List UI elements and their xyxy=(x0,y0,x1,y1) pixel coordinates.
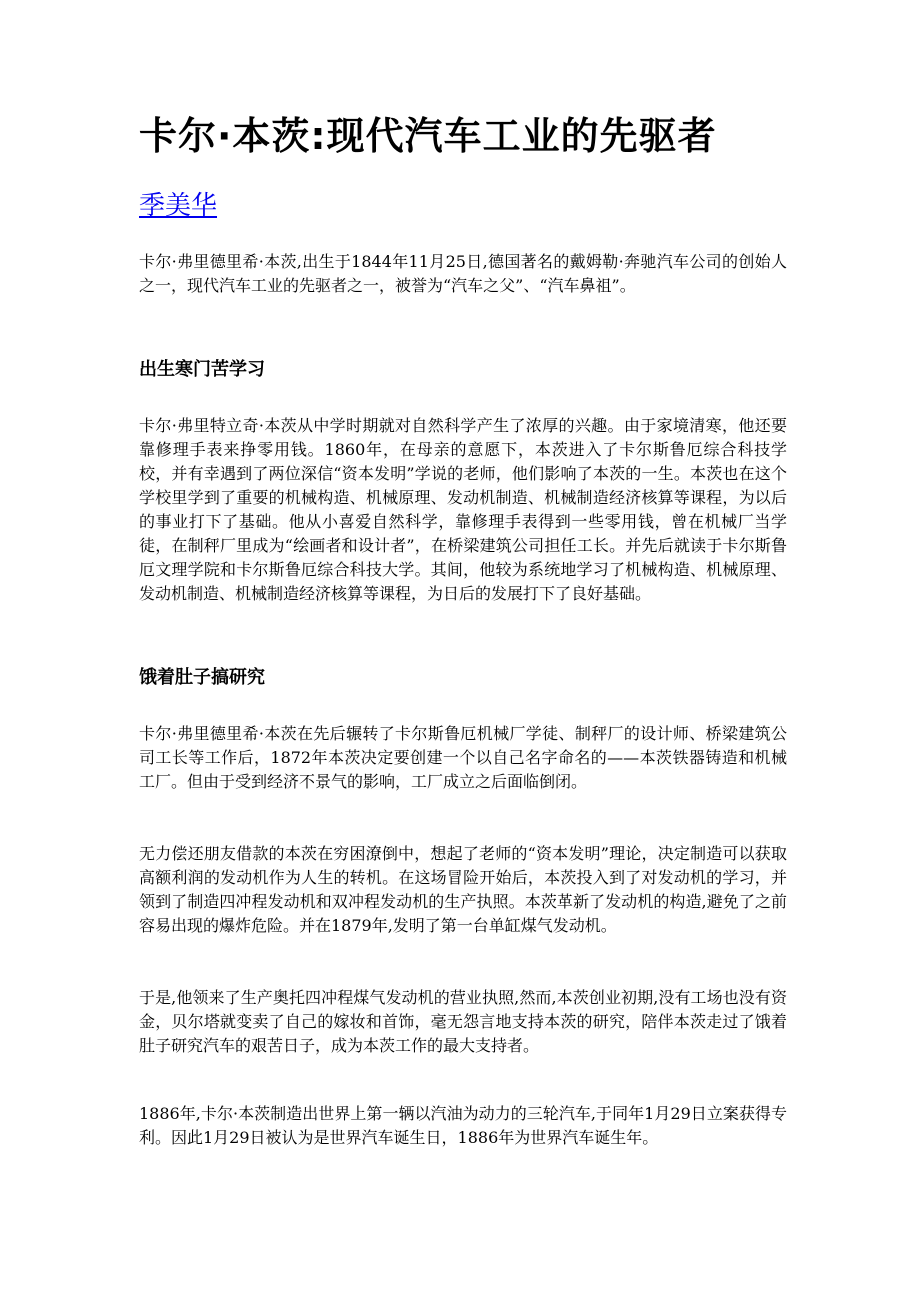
section-heading-birth: 出生寒门苦学习 xyxy=(139,359,265,380)
section-research-paragraph-4: 1886年,卡尔·本茨制造出世界上第一辆以汽油为动力的三轮汽车,于同年1月29日立案获得专利。因此1月29日被认为是世界汽车诞生日，1886年为世界汽车诞生年。 xyxy=(139,1104,787,1147)
section-research-paragraph-3: 于是,他领来了生产奥托四冲程煤气发动机的营业执照,然而,本茨创业初期,没有工场也没有资金，贝尔塔就变卖了自己的嫁妆和首饰，毫无怨言地支持本茨的研究，陪伴本茨走过了饿着肚子研究汽车的艰苦日子，成为本茨工作的最大支持者。 xyxy=(139,988,787,1055)
intro-paragraph: 卡尔·弗里德里希·本茨,出生于1844年11月25日,德国著名的戴姆勒·奔驰汽车公司的创始人之一，现代汽车工业的先驱者之一，被誉为“汽车之父”、“汽车鼻祖”。 xyxy=(139,252,787,295)
section-birth-paragraph-1: 卡尔·弗里特立奇·本茨从中学时期就对自然科学产生了浓厚的兴趣。由于家境清寒，他还要靠修理手表来挣零用钱。1860年，在母亲的意愿下，本茨进入了卡尔斯鲁厄综合科技学校，并有幸遇到了两位深信“资本发明”学说的老师，他们影响了本茨的一生。本茨也在这个学校里学到了重要的机械构造、机械原理、发动机制造、机械制造经济核算等课程，为以后的事业打下了基础。他从小喜爱自然科学，靠修理手表得到一些零用钱，曾在机械厂当学徒，在制秤厂里成为“绘画者和设计者”，在桥梁建筑公司担任工长。并先后就读于卡尔斯鲁厄文理学院和卡尔斯鲁厄综合科技大学。其间，他较为系统地学习了机械构造、机械原理、发动机制造、机械制造经济核算等课程，为日后的发展打下了良好基础。 xyxy=(139,416,787,603)
section-research-paragraph-2: 无力偿还朋友借款的本茨在穷困潦倒中，想起了老师的“资本发明”理论，决定制造可以获取高额利润的发动机作为人生的转机。在这场冒险开始后，本茨投入到了对发动机的学习，并领到了制造四冲程发动机和双冲程发动机的生产执照。本茨革新了发动机的构造,避免了之前容易出现的爆炸危险。并在1879年,发明了第一台单缸煤气发动机。 xyxy=(139,844,787,935)
article-title: 卡尔·本茨:现代汽车工业的先驱者 xyxy=(139,114,717,158)
section-research-paragraph-1: 卡尔·弗里德里希·本茨在先后辗转了卡尔斯鲁厄机械厂学徒、制秤厂的设计师、桥梁建筑公司工长等工作后，1872年本茨决定要创建一个以自己名字命名的——本茨铁器铸造和机械工厂。但由于受到经济不景气的影响，工厂成立之后面临倒闭。 xyxy=(139,724,787,791)
section-heading-research: 饿着肚子搞研究 xyxy=(139,667,265,688)
author-link[interactable]: 季美华 xyxy=(139,191,218,221)
